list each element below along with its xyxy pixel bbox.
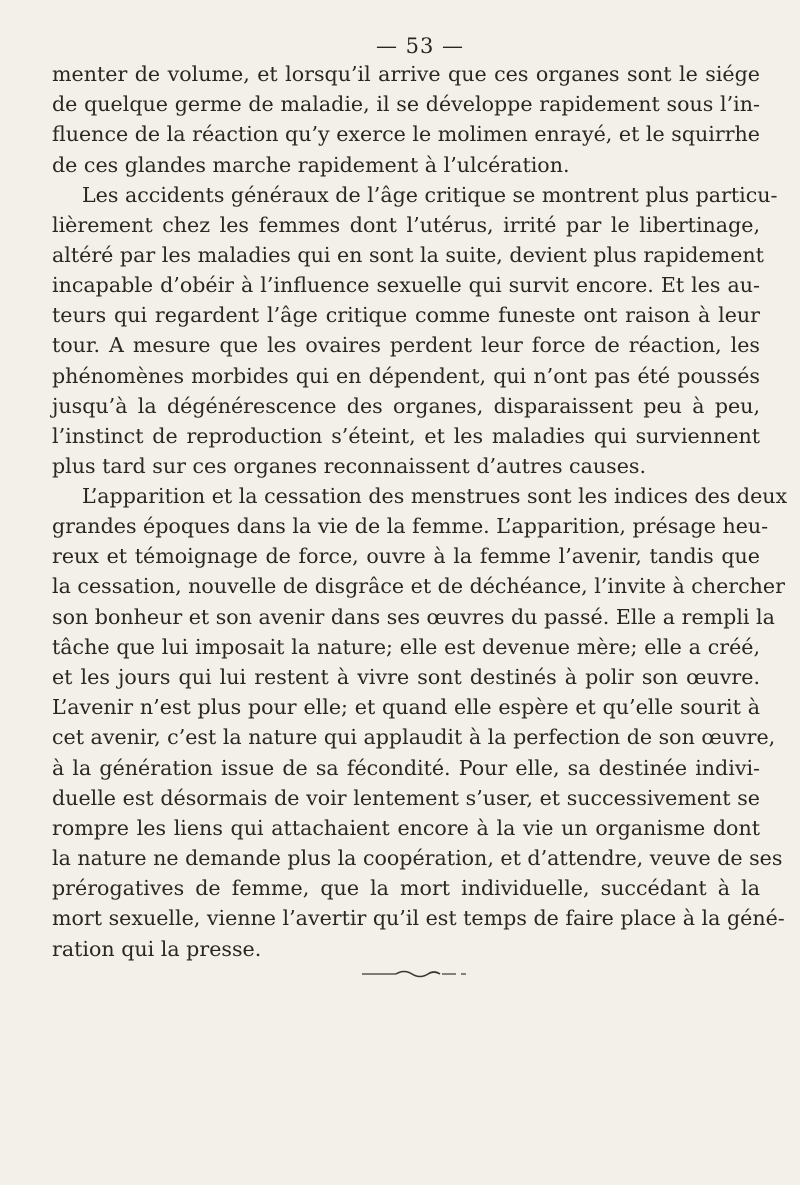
text-line: à la génération issue de sa fécondité. Pour elle, sa destinée indivi- [52, 756, 760, 780]
text-line: tour. A mesure que les ovaires perdent leur force de réaction, les [52, 333, 760, 357]
text-line: reux et témoignage de force, ouvre à la femme l’avenir, tandis que [52, 544, 760, 568]
text-line: mort sexuelle, vienne l’avertir qu’il est temps de faire place à la géné- [52, 906, 785, 930]
text-line: grandes époques dans la vie de la femme. L’apparition, présage heu- [52, 514, 769, 538]
text-line: L’apparition et la cessation des menstrues sont les indices des deux [82, 484, 788, 508]
text-line: duelle est désormais de voir lentement s’user, et successivement se [52, 786, 760, 810]
end-ornament [360, 968, 470, 980]
text-line: altéré par les maladies qui en sont la suite, devient plus rapidement [52, 243, 764, 267]
text-line: menter de volume, et lorsqu’il arrive que ces organes sont le siége [52, 62, 760, 86]
text-line: prérogatives de femme, que la mort individuelle, succédant à la [52, 876, 760, 900]
text-line: ration qui la presse. [52, 937, 262, 961]
text-line: tâche que lui imposait la nature; elle est devenue mère; elle a créé, [52, 635, 760, 659]
page-number: — 53 — [375, 34, 465, 58]
text-line: L’avenir n’est plus pour elle; et quand elle espère et qu’elle sourit à [52, 695, 760, 719]
text-line: son bonheur et son avenir dans ses œuvres du passé. Elle a rempli la [52, 605, 775, 629]
text-line: cet avenir, c’est la nature qui applaudit à la perfection de son œuvre, [52, 725, 776, 749]
text-line: fluence de la réaction qu’y exerce le molimen enrayé, et le squirrhe [52, 122, 760, 146]
text-line: phénomènes morbides qui en dépendent, qui n’ont pas été poussés [52, 364, 760, 388]
text-line: de quelque germe de maladie, il se développe rapidement sous l’in- [52, 92, 760, 116]
text-line: incapable d’obéir à l’influence sexuelle qui survit encore. Et les au- [52, 273, 760, 297]
text-line: lièrement chez les femmes dont l’utérus, irrité par le libertinage, [52, 213, 760, 237]
text-line: jusqu’à la dégénérescence des organes, disparaissent peu à peu, [52, 394, 760, 418]
text-line: la nature ne demande plus la coopération, et d’attendre, veuve de ses [52, 846, 783, 870]
text-line: la cessation, nouvelle de disgrâce et de déchéance, l’invite à chercher [52, 574, 785, 598]
text-line: de ces glandes marche rapidement à l’ulcération. [52, 153, 570, 177]
text-line: rompre les liens qui attachaient encore à la vie un organisme dont [52, 816, 760, 840]
text-line: teurs qui regardent l’âge critique comme funeste ont raison à leur [52, 303, 760, 327]
text-line: et les jours qui lui restent à vivre sont destinés à polir son œuvre. [52, 665, 760, 689]
text-line: plus tard sur ces organes reconnaissent d’autres causes. [52, 454, 647, 478]
text-line: Les accidents généraux de l’âge critique se montrent plus particu- [82, 183, 778, 207]
text-line: l’instinct de reproduction s’éteint, et les maladies qui surviennent [52, 424, 760, 448]
